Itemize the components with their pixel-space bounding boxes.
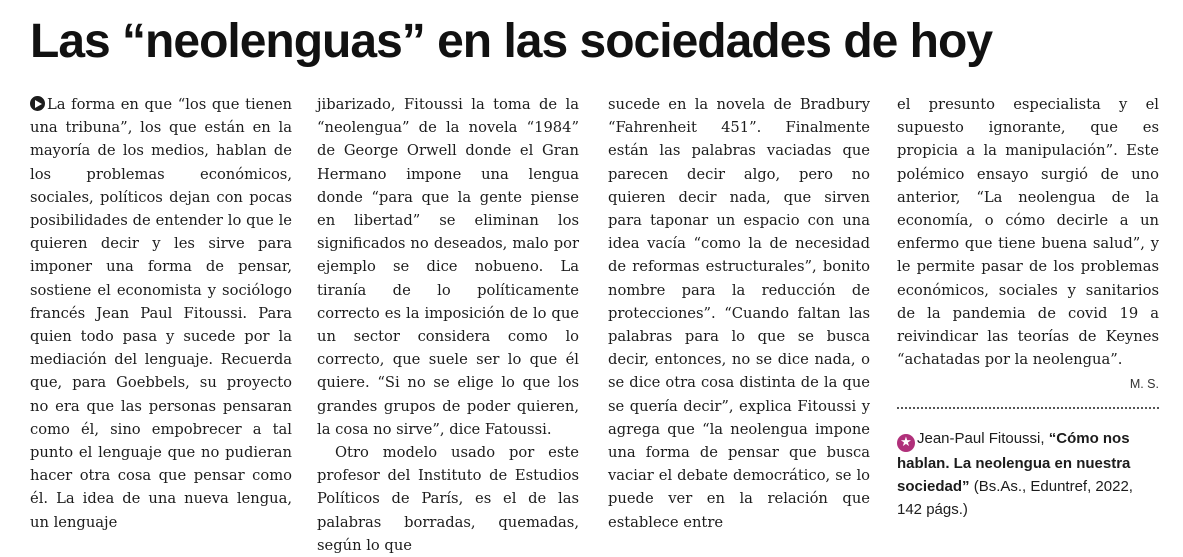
paragraph	[317, 441, 579, 557]
paragraph-text: La forma en que “los que tienen una tribuna”, los que están en la mayoría de los medios, hablan de los problemas económicos, sociales, políticos dejan con pocas posibilidades de entender lo que le quieren decir y les sirve para imponer una forma de pensar, sostiene el economista y sociólogo francés Jean Paul Fitoussi. Para quien todo pasa y sucede por la mediación del lenguaje. Recuerda que, para Goebbels, su proyecto no era que las personas pensaran como él, sino empobrecer a tal punto el lenguaje que no pudieran hacer otra cosa que pensar como él. La idea de una nueva lengua, un lenguaje	[30, 96, 292, 531]
author-signature: M. S.	[1129, 377, 1159, 392]
paragraph-text: jibarizado, Fitoussi la toma de la “neolengua” de la novela “1984” de George Orwell donde el Gran Hermano impone una lengua donde “para que la gente piense en libertad” se eliminan los significados no deseados, malo por ejemplo se dice nobueno. La tiranía de lo políticamente correcto es la imposición de lo que un sector considera como lo correcto, que suele ser lo que él quiere. “Si no se elige lo que los grandes grupos de poder quieren, la cosa no sirve”, dice Fatoussi.	[317, 96, 579, 438]
dotted-divider	[897, 407, 1159, 409]
paragraph	[317, 93, 579, 441]
paragraph-text: el presunto especialista y el supuesto ignorante, que es propicia a la manipulación”. Este polémico ensayo surgió de uno anterior, “La neolengua de la economía, o cómo decirle a un enfermo que tiene buena salud”, y le permite pasar de los problemas económicos, sociales y sanitarios de la pandemia de covid 19 a reivindicar las teorías de Keynes “achatadas por la neolengua”.	[897, 96, 1159, 369]
column-3	[608, 93, 870, 534]
book-author: Jean-Paul Fitoussi,	[917, 430, 1045, 448]
headline: Las “neolenguas” en las sociedades de hoy	[30, 15, 993, 68]
play-icon	[30, 96, 45, 111]
paragraph-text: sucede en la novela de Bradbury “Fahrenheit 451”. Finalmente están las palabras vaciadas que parecen decir algo, pero no quieren decir nada, que sirven para taponar un espacio con una idea vacía “como la de necesidad de reformas estructurales”, bonito nombre para la reducción de protecciones”. “Cuando faltan las palabras para lo que se busca decir, entonces, no se dice nada, o se dice otra cosa distinta de la que se quería decir”, explica Fitoussi y agrega que “la neolengua impone una forma de pensar que busca vaciar el debate democrático, se lo puede ver en la relación que establece entre	[608, 96, 870, 531]
book-title: “Cómo nos hablan. La neolengua en nuestra sociedad”	[897, 430, 1131, 496]
star-icon: ★	[897, 434, 915, 452]
paragraph	[30, 93, 292, 534]
column-2	[317, 93, 579, 557]
column-1	[30, 93, 292, 534]
paragraph	[608, 93, 870, 534]
column-4	[897, 93, 1159, 521]
book-reference	[897, 427, 1159, 521]
book-details: (Bs.As., Eduntref, 2022, 142 págs.)	[897, 478, 1133, 519]
paragraph-text: Otro modelo usado por este profesor del Instituto de Estudios Políticos de París, es el de las palabras borradas, quemadas, según lo que	[317, 444, 579, 554]
paragraph	[897, 93, 1159, 371]
